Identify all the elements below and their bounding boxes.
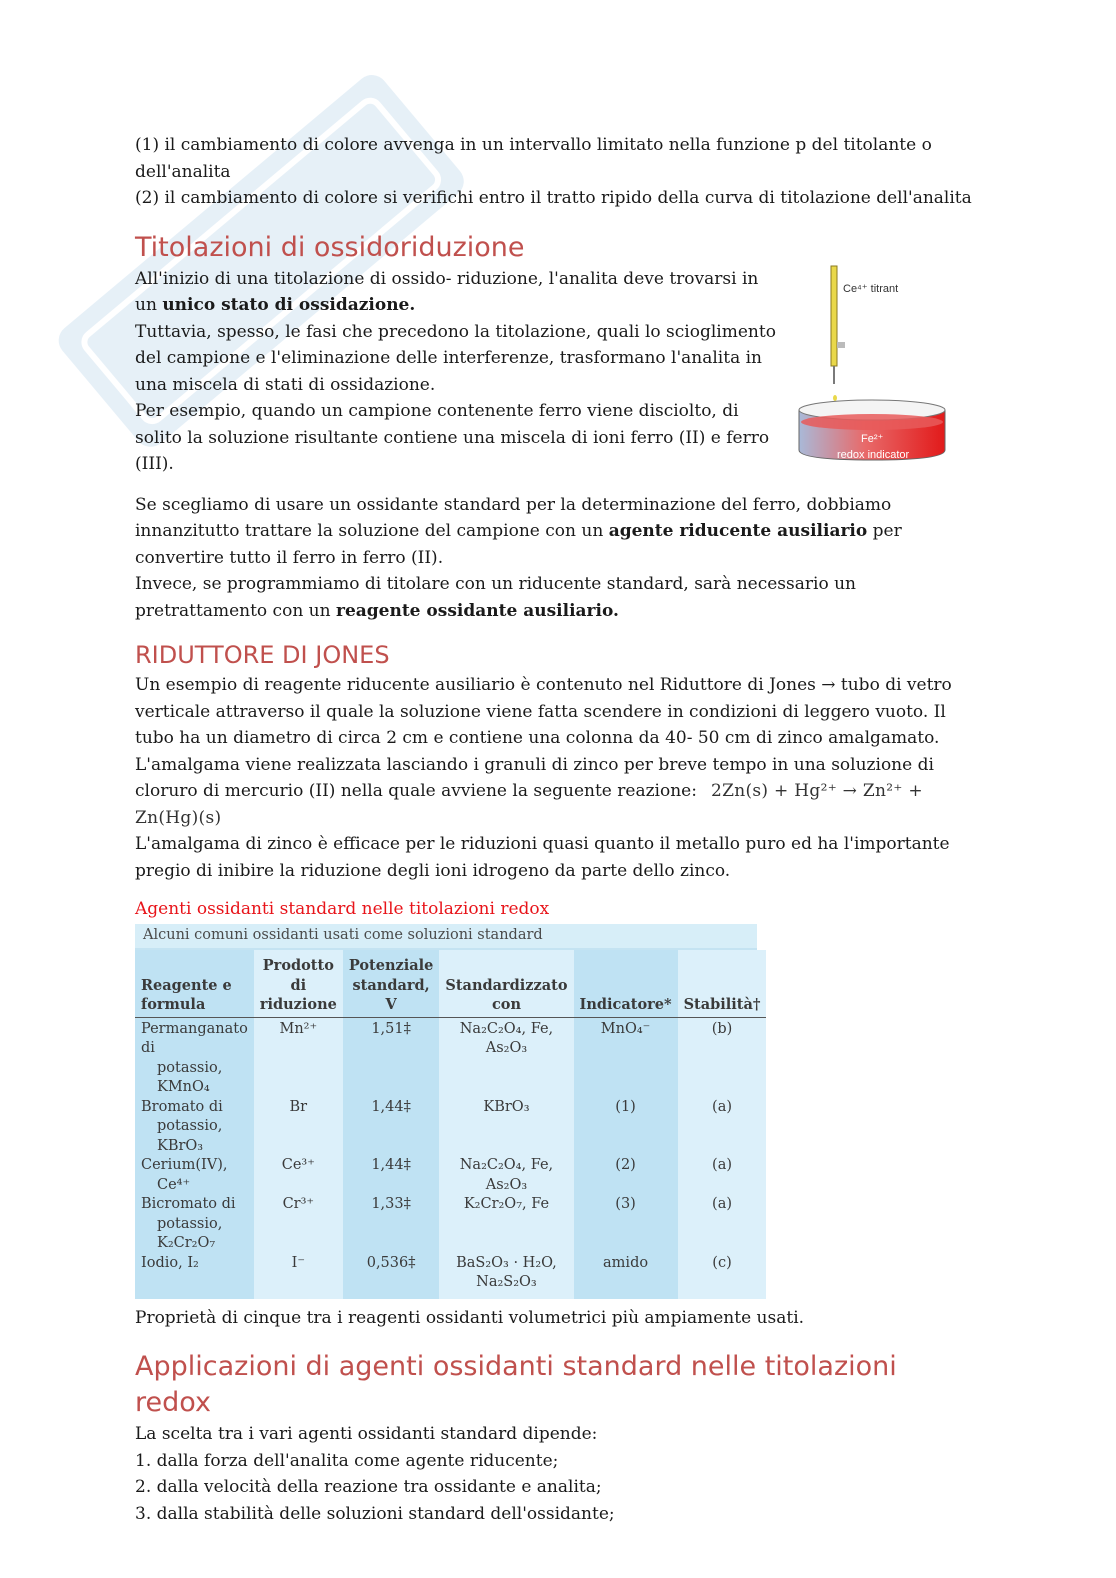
page-content — [135, 132, 980, 1527]
header-stability: Stabilità† — [678, 950, 767, 1017]
section-title-jones: RIDUTTORE DI JONES — [135, 641, 390, 669]
list-item: 2. dalla velocità della reazione tra ossidante e analita; — [135, 1477, 602, 1497]
jones-paragraph-2: L'amalgama viene realizzata lasciando i granuli di zinco per breve tempo in una soluzione di cloruro di mercurio (II) nella quale avviene la seguente reazione: 2Zn(s) + Hg²⁺ → Zn²⁺ + Zn(Hg)(s) — [135, 754, 934, 828]
jones-paragraph-3: L'amalgama di zinco è efficace per le riduzioni quasi quanto il metallo puro ed ha l'importante pregio di inibire la riduzione degli ioni idrogeno da parte dello zinco. — [135, 834, 950, 881]
header-product: Prodotto di riduzione — [254, 950, 343, 1017]
indicator-label: redox indicator — [837, 448, 910, 461]
section-title-redox: Titolazioni di ossidoriduzione — [135, 231, 525, 263]
section-title-applications: Applicazioni di agenti ossidanti standard nelle titolazioni redox — [135, 1351, 897, 1418]
table-row: Bromato di potassio, KBrO₃ Br 1,44‡ KBrO₃ (1) (a) — [135, 1098, 766, 1157]
header-potential: Potenziale standard, V — [343, 950, 440, 1017]
redox-bold-1: unico stato di ossidazione. — [162, 295, 416, 315]
table-row: Bicromato di potassio, K₂Cr₂O₇ Cr³⁺ 1,33‡ K₂Cr₂O₇, Fe (3) (a) — [135, 1195, 766, 1254]
analyte-label: Fe²⁺ — [861, 432, 884, 445]
list-item: 1. dalla forza dell'analita come agente riducente; — [135, 1450, 559, 1471]
reaction-equation: 2Zn(s) + Hg²⁺ → Zn²⁺ + Zn(Hg)(s) — [135, 781, 923, 828]
header-indicator: Indicatore* — [574, 950, 678, 1017]
table-row: Cerium(IV), Ce⁴⁺ Ce³⁺ 1,44‡ Na₂C₂O₄, Fe, As₂O₃ (2) (a) — [135, 1156, 766, 1195]
table-row: Iodio, I₂ I⁻ 0,536‡ BaS₂O₃ · H₂O, Na₂S₂O₃ amido (c) — [135, 1254, 766, 1299]
table-caption: Alcuni comuni ossidanti usati come soluzioni standard — [135, 924, 757, 950]
redox-block — [135, 266, 980, 478]
table-subtitle: Agenti ossidanti standard nelle titolazioni redox — [135, 899, 550, 919]
redox-bold-2: agente riducente ausiliario — [608, 521, 868, 541]
intro-item-1: (1) il cambiamento di colore avvenga in un intervallo limitato nella funzione p del titolante o dell'analita — [135, 135, 932, 182]
table-row: Permanganato di potassio, KMnO₄ Mn²⁺ 1,51‡ Na₂C₂O₄, Fe, As₂O₃ MnO₄⁻ (b) — [135, 1017, 766, 1098]
oxidants-table — [135, 924, 761, 1299]
burette-icon — [831, 266, 837, 366]
header-standardized: Standardizzato con — [439, 950, 573, 1017]
redox-paragraph-2: Tuttavia, spesso, le fasi che precedono la titolazione, quali lo scioglimento del campione e l'eliminazione delle interferenze, trasformano l'analita in una miscela di stati di ossidazione. — [135, 321, 776, 395]
table-note: Proprietà di cinque tra i reagenti ossidanti volumetrici più ampiamente usati. — [135, 1307, 805, 1328]
redox-paragraph-3: Per esempio, quando un campione contenente ferro viene disciolto, di solito la soluzione risultante contiene una miscela di ioni ferro (II) e ferro (III). — [135, 401, 770, 474]
redox-paragraph-4: Se scegliamo di usare un ossidante standard per la determinazione del ferro, dobbiamo innanzitutto trattare la soluzione del campione con un agente riducente ausiliario per convertire tutto il ferro in ferro (II). — [135, 494, 902, 568]
titration-figure — [795, 262, 985, 462]
titrant-label: Ce⁴⁺ titrant — [843, 282, 899, 295]
list-item: 3. dalla stabilità delle soluzioni standard dell'ossidante; — [135, 1503, 615, 1524]
redox-bold-3: reagente ossidante ausiliario. — [335, 600, 619, 621]
redox-paragraph-5: Invece, se programmiamo di titolare con un riducente standard, sarà necessario un pretrattamento con un reagente ossidante ausiliario. — [135, 574, 856, 621]
jones-paragraph-1: Un esempio di reagente riducente ausiliario è contenuto nel Riduttore di Jones → tubo di vetro verticale attraverso il quale la soluzione viene fatta scendere in condizioni di leggero vuoto. Il tubo ha un diametro di circa 2 cm e contiene una colonna da 40- 50 cm di zinco amalgamato. — [135, 675, 952, 748]
intro-item-2: (2) il cambiamento di colore si verifichi entro il tratto ripido della curva di titolazione dell'analita — [135, 188, 972, 208]
redox-paragraph-1: All'inizio di una titolazione di ossido- riduzione, l'analita deve trovarsi in un unico stato di ossidazione. — [135, 268, 759, 315]
applications-intro: La scelta tra i vari agenti ossidanti standard dipende: — [135, 1424, 598, 1444]
header-reagent: Reagente e formula — [135, 950, 254, 1017]
